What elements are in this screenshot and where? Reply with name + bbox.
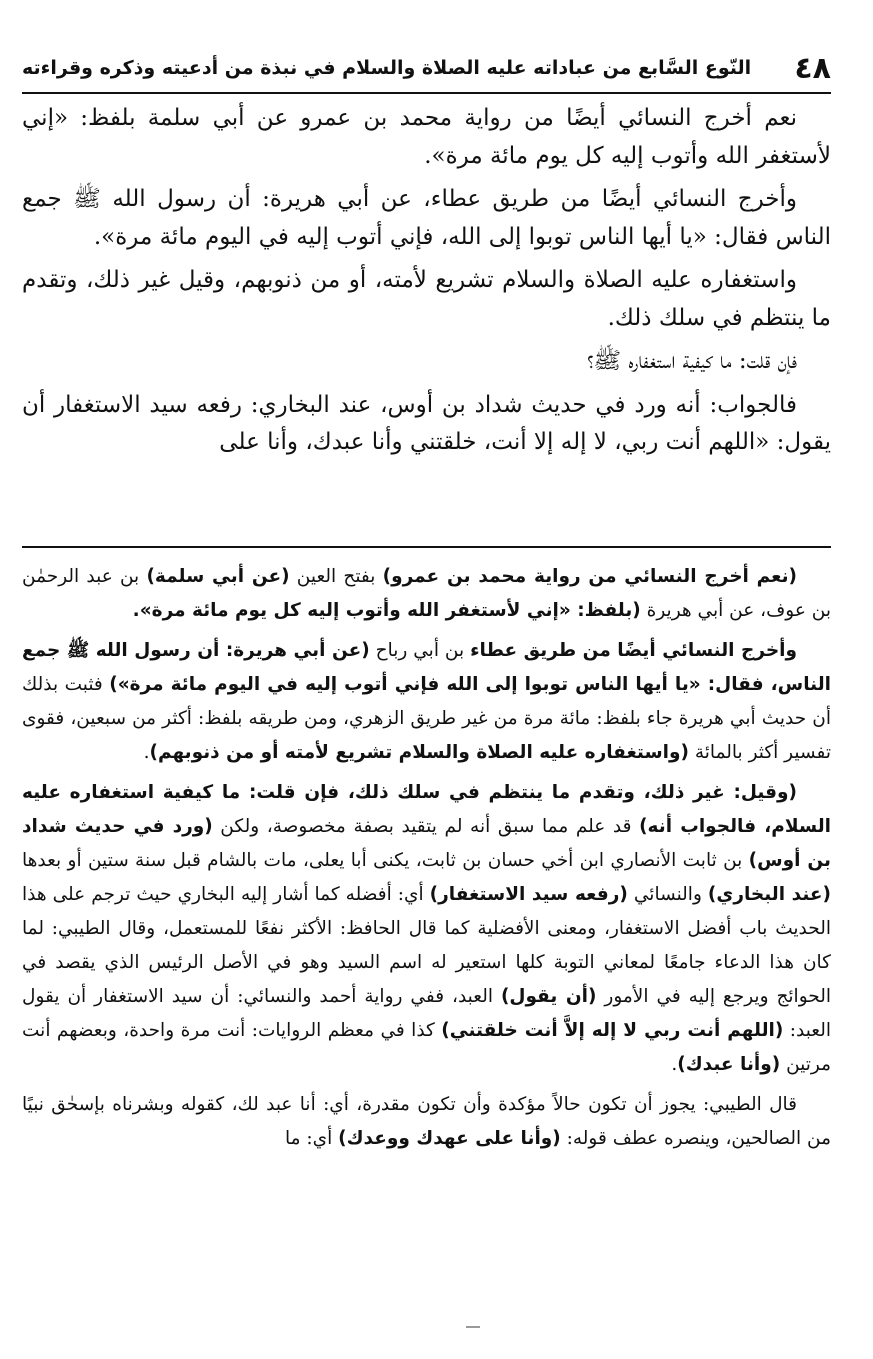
quoted-matn-segment: (ورد في حديث شداد بن أوس) <box>22 816 831 871</box>
quoted-matn-segment: (واستغفاره عليه الصلاة والسلام تشريع لأمته أو من ذنوبهم) <box>149 742 689 763</box>
commentary-segment: أي: أفضله كما أشار إليه البخاري حيث ترجم على هذا الحديث باب أفضل الاستغفار، ومعنى الأفضلية كما قال الحافظ: الأكثر نفعًا للمستعمل، وقال الطيبي: لما كان هذا الدعاء جامعًا لمعاني التوبة كلها استعير له اسم السيد وهو في الأصل الرئيس الذي يقصد في الحوائج ويرجع إليه في الأمور <box>22 884 831 1007</box>
main-paragraph: فإن قلت: ما كيفية استغفاره ﷺ؟ <box>587 348 797 374</box>
commentary-paragraph <box>22 1088 831 1156</box>
commentary-segment: . <box>143 742 150 763</box>
commentary-segment: أي: ما <box>284 1128 339 1149</box>
commentary-segment: بفتح العين <box>289 566 383 587</box>
commentary-segment: كذا في معظم الروايات: أنت مرة واحدة، وبعضهم أنت مرتين <box>22 1020 831 1075</box>
quoted-matn-segment: (عن أبي سلمة) <box>146 566 290 587</box>
commentary-text <box>22 560 831 1320</box>
main-paragraph: وأخرج النسائي أيضًا من طريق عطاء، عن أبي هريرة: أن رسول الله ﷺ جمع الناس فقال: «يا أيها الناس توبوا إلى الله، فإني أتوب إليه في اليوم مائة مرة». <box>22 186 831 250</box>
main-paragraph: فالجواب: أنه ورد في حديث شداد بن أوس، عند البخاري: رفعه سيد الاستغفار أن يقول: «اللهم أنت ربي، لا إله إلا أنت، خلقتني وأنا عبدك، وأنا على <box>22 391 831 455</box>
quoted-matn-segment: (عن أبي هريرة: أن رسول الله ﷺ جمع الناس، فقال: «يا أيها الناس توبوا إلى الله فإني أتوب إليه في اليوم مائة مرة») <box>22 640 831 695</box>
commentary-segment: والنسائي <box>627 884 708 905</box>
quoted-matn-segment: (اللهم أنت ربي لا إله إلاَّ أنت خلقتني) <box>441 1020 784 1041</box>
quoted-matn-segment: (وقيل: غير ذلك، وتقدم ما ينتظم في سلك ذلك، فإن قلت: ما كيفية استغفاره عليه السلام، فالجواب أنه) <box>22 782 831 837</box>
quoted-matn-segment: (وأنا عبدك) <box>677 1054 781 1075</box>
commentary-segment: قد علم مما سبق أنه لم يتقيد بصفة مخصوصة، ولكن <box>212 816 640 837</box>
quoted-matn-segment: (أن يقول) <box>500 986 597 1007</box>
commentary-segment: . <box>671 1054 678 1075</box>
page-number: ٤٨ <box>794 50 831 86</box>
main-paragraph: نعم أخرج النسائي أيضًا من رواية محمد بن عمرو عن أبي سلمة بلفظ: «إني لأستغفر الله وأتوب إليه كل يوم مائة مرة». <box>22 105 831 169</box>
page-header <box>22 44 831 94</box>
commentary-segment: قال الطيبي: يجوز أن تكون حالاً مؤكدة وأن تكون مقدرة، أي: أنا عبد لك، كقوله وبشرناه بإسحٰق نبيًا من الصالحين، وينصره عطف قوله: <box>22 1094 831 1149</box>
commentary-segment: بن أبي رباح <box>369 640 471 661</box>
main-paragraph: واستغفاره عليه الصلاة والسلام تشريع لأمته، أو من ذنوبهم، وقيل غير ذلك، وتقدم ما ينتظم في سلك ذلك. <box>22 267 831 331</box>
section-divider <box>22 546 831 548</box>
commentary-paragraph <box>22 560 831 628</box>
running-title: النّوع السَّابع من عباداته عليه الصلاة والسلام في نبذة من أدعيته وذكره وقراءته <box>22 57 752 79</box>
quoted-matn-segment: (رفعه سيد الاستغفار) <box>429 884 628 905</box>
quoted-matn-segment: وأخرج النسائي أيضًا من طريق عطاء <box>470 640 797 661</box>
quoted-matn-segment: (بلفظ: «إني لأستغفر الله وأتوب إليه كل يوم مائة مرة». <box>132 600 641 621</box>
quoted-matn-segment: (عند البخاري) <box>707 884 831 905</box>
page-mark <box>466 1326 480 1328</box>
quoted-matn-segment: (وأنا على عهدك ووعدك) <box>338 1128 561 1149</box>
commentary-segment: العبد، ففي رواية أحمد والنسائي: أن سيد الاستغفار أن يقول العبد: <box>22 986 831 1041</box>
commentary-segment: فثبت بذلك أن حديث أبي هريرة جاء بلفظ: مائة مرة من غير طريق الزهري، ومن طريقه بلفظ: أكثر من سبعين، فقوى تفسير أكثر بالمائة <box>22 674 831 763</box>
commentary-segment: بن عبد الرحمٰن بن عوف، عن أبي هريرة <box>22 566 831 621</box>
quoted-matn-segment: (نعم أخرج النسائي من رواية محمد بن عمرو) <box>382 566 798 587</box>
commentary-segment: بن ثابت الأنصاري ابن أخي حسان بن ثابت، يكنى أبا يعلى، مات بالشام قبل سنة ستين أو بعدها <box>22 850 749 871</box>
commentary-paragraph <box>22 776 831 1082</box>
commentary-paragraph <box>22 634 831 770</box>
main-text <box>22 100 831 530</box>
